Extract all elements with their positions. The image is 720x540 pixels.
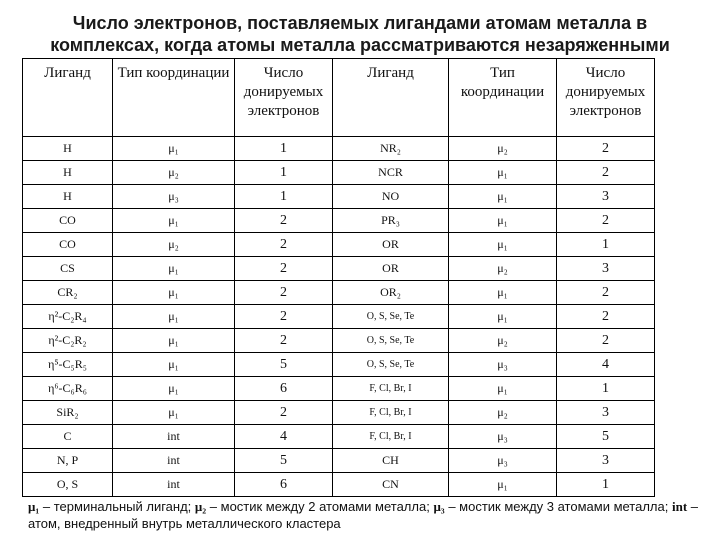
electrons-cell: 4 bbox=[557, 353, 655, 377]
mu2-symbol: μ₂ bbox=[194, 499, 207, 514]
electrons-cell: 4 bbox=[235, 425, 333, 449]
ligand-cell: C bbox=[23, 425, 113, 449]
electrons-cell: 3 bbox=[557, 185, 655, 209]
coordination-cell: μ₃ bbox=[449, 449, 557, 473]
table-row bbox=[23, 329, 655, 353]
coordination-cell: μ₁ bbox=[449, 209, 557, 233]
electrons-cell: 2 bbox=[557, 305, 655, 329]
coordination-cell: μ₃ bbox=[449, 353, 557, 377]
ligand-cell: F, Cl, Br, I bbox=[333, 401, 449, 425]
ligand-cell: SiR₂ bbox=[23, 401, 113, 425]
electrons-cell: 2 bbox=[235, 305, 333, 329]
coordination-cell: μ₁ bbox=[113, 305, 235, 329]
table-header-row bbox=[23, 59, 655, 137]
title-line-2: комплексах, когда атомы металла рассматриваются незаряженными bbox=[50, 35, 670, 55]
ligand-cell: O, S, Se, Te bbox=[333, 353, 449, 377]
ligand-cell: CS bbox=[23, 257, 113, 281]
coordination-cell: μ₂ bbox=[449, 329, 557, 353]
coordination-cell: μ₁ bbox=[113, 209, 235, 233]
ligand-cell: O, S, Se, Te bbox=[333, 305, 449, 329]
coordination-cell: μ₂ bbox=[449, 257, 557, 281]
electrons-cell: 2 bbox=[235, 257, 333, 281]
electrons-cell: 2 bbox=[235, 209, 333, 233]
ligand-cell: N, P bbox=[23, 449, 113, 473]
coordination-cell: μ₁ bbox=[449, 377, 557, 401]
coordination-cell: int bbox=[113, 473, 235, 497]
coordination-cell: μ₃ bbox=[113, 185, 235, 209]
table-row bbox=[23, 161, 655, 185]
electrons-cell: 1 bbox=[557, 233, 655, 257]
electrons-cell: 2 bbox=[557, 209, 655, 233]
table-row bbox=[23, 401, 655, 425]
coordination-cell: μ₁ bbox=[449, 185, 557, 209]
footnote bbox=[28, 498, 708, 532]
coordination-cell: μ₂ bbox=[449, 137, 557, 161]
header-ligand: Лиганд bbox=[333, 59, 449, 137]
table-row bbox=[23, 137, 655, 161]
mu3-symbol: μ₃ bbox=[433, 499, 445, 514]
coordination-cell: μ₂ bbox=[113, 233, 235, 257]
header-coordination-type: Тип координации bbox=[449, 59, 557, 137]
electrons-cell: 1 bbox=[235, 137, 333, 161]
mu1-symbol: μ₁ bbox=[28, 499, 40, 514]
ligand-cell: CH bbox=[333, 449, 449, 473]
coordination-cell: μ₃ bbox=[449, 425, 557, 449]
ligand-cell: H bbox=[23, 161, 113, 185]
coordination-cell: μ₁ bbox=[449, 233, 557, 257]
coordination-cell: μ₁ bbox=[449, 305, 557, 329]
mu2-description: – мостик между 2 атомами металла; bbox=[206, 499, 434, 514]
title-line-1: Число электронов, поставляемых лигандами атомам металла в bbox=[72, 13, 648, 33]
electrons-cell: 6 bbox=[235, 473, 333, 497]
coordination-cell: μ₁ bbox=[113, 377, 235, 401]
int-symbol: int bbox=[671, 499, 688, 514]
ligand-cell: OR₂ bbox=[333, 281, 449, 305]
electrons-cell: 2 bbox=[557, 329, 655, 353]
coordination-cell: μ₁ bbox=[113, 353, 235, 377]
electrons-cell: 1 bbox=[235, 185, 333, 209]
electrons-cell: 2 bbox=[235, 329, 333, 353]
page-title bbox=[0, 12, 720, 56]
electrons-cell: 5 bbox=[235, 353, 333, 377]
table-row bbox=[23, 353, 655, 377]
ligand-cell: OR bbox=[333, 233, 449, 257]
table-row bbox=[23, 473, 655, 497]
ligand-cell: OR bbox=[333, 257, 449, 281]
electrons-cell: 5 bbox=[557, 425, 655, 449]
electrons-cell: 2 bbox=[557, 137, 655, 161]
header-ligand: Лиганд bbox=[23, 59, 113, 137]
electrons-cell: 2 bbox=[235, 233, 333, 257]
electrons-cell: 6 bbox=[235, 377, 333, 401]
coordination-cell: μ₂ bbox=[113, 161, 235, 185]
int-description: – атом, внедренный внутрь металлического кластера bbox=[28, 499, 698, 531]
electrons-cell: 1 bbox=[557, 377, 655, 401]
header-coordination-type: Тип координации bbox=[113, 59, 235, 137]
coordination-cell: μ₁ bbox=[113, 257, 235, 281]
ligand-cell: NO bbox=[333, 185, 449, 209]
ligand-cell: O, S, Se, Te bbox=[333, 329, 449, 353]
header-donated-electrons: Число донируемых электронов bbox=[557, 59, 655, 137]
ligand-cell: H bbox=[23, 137, 113, 161]
coordination-cell: μ₁ bbox=[113, 137, 235, 161]
coordination-cell: μ₁ bbox=[449, 473, 557, 497]
ligand-cell: η⁵-C₅R₅ bbox=[23, 353, 113, 377]
electrons-cell: 1 bbox=[235, 161, 333, 185]
coordination-cell: μ₁ bbox=[449, 161, 557, 185]
coordination-cell: μ₁ bbox=[113, 329, 235, 353]
ligand-cell: η²-C₂R₂ bbox=[23, 329, 113, 353]
coordination-cell: int bbox=[113, 425, 235, 449]
ligand-cell: CO bbox=[23, 209, 113, 233]
electrons-cell: 2 bbox=[557, 281, 655, 305]
ligand-cell: F, Cl, Br, I bbox=[333, 377, 449, 401]
ligand-cell: CO bbox=[23, 233, 113, 257]
ligand-cell: CR₂ bbox=[23, 281, 113, 305]
table-row bbox=[23, 377, 655, 401]
table-row bbox=[23, 305, 655, 329]
table-row bbox=[23, 449, 655, 473]
ligand-cell: O, S bbox=[23, 473, 113, 497]
table-row bbox=[23, 425, 655, 449]
table-row bbox=[23, 281, 655, 305]
coordination-cell: μ₁ bbox=[449, 281, 557, 305]
ligand-cell: η²-C₂R₄ bbox=[23, 305, 113, 329]
ligand-cell: NCR bbox=[333, 161, 449, 185]
ligand-electron-table bbox=[22, 58, 655, 497]
coordination-cell: μ₂ bbox=[449, 401, 557, 425]
ligand-cell: CN bbox=[333, 473, 449, 497]
electrons-cell: 2 bbox=[235, 281, 333, 305]
electrons-cell: 5 bbox=[235, 449, 333, 473]
electrons-cell: 3 bbox=[557, 257, 655, 281]
electrons-cell: 3 bbox=[557, 401, 655, 425]
mu1-description: – терминальный лиганд; bbox=[39, 499, 195, 514]
coordination-cell: μ₁ bbox=[113, 281, 235, 305]
coordination-cell: int bbox=[113, 449, 235, 473]
mu3-description: – мостик между 3 атомами металла; bbox=[444, 499, 672, 514]
electrons-cell: 3 bbox=[557, 449, 655, 473]
ligand-cell: H bbox=[23, 185, 113, 209]
ligand-cell: NR₂ bbox=[333, 137, 449, 161]
table-row bbox=[23, 185, 655, 209]
table-row bbox=[23, 209, 655, 233]
ligand-cell: F, Cl, Br, I bbox=[333, 425, 449, 449]
electrons-cell: 1 bbox=[557, 473, 655, 497]
electrons-cell: 2 bbox=[235, 401, 333, 425]
coordination-cell: μ₁ bbox=[113, 401, 235, 425]
electrons-cell: 2 bbox=[557, 161, 655, 185]
ligand-cell: PR₃ bbox=[333, 209, 449, 233]
table-row bbox=[23, 257, 655, 281]
header-donated-electrons: Число донируемых электронов bbox=[235, 59, 333, 137]
table-row bbox=[23, 233, 655, 257]
ligand-cell: η⁶-C₆R₆ bbox=[23, 377, 113, 401]
